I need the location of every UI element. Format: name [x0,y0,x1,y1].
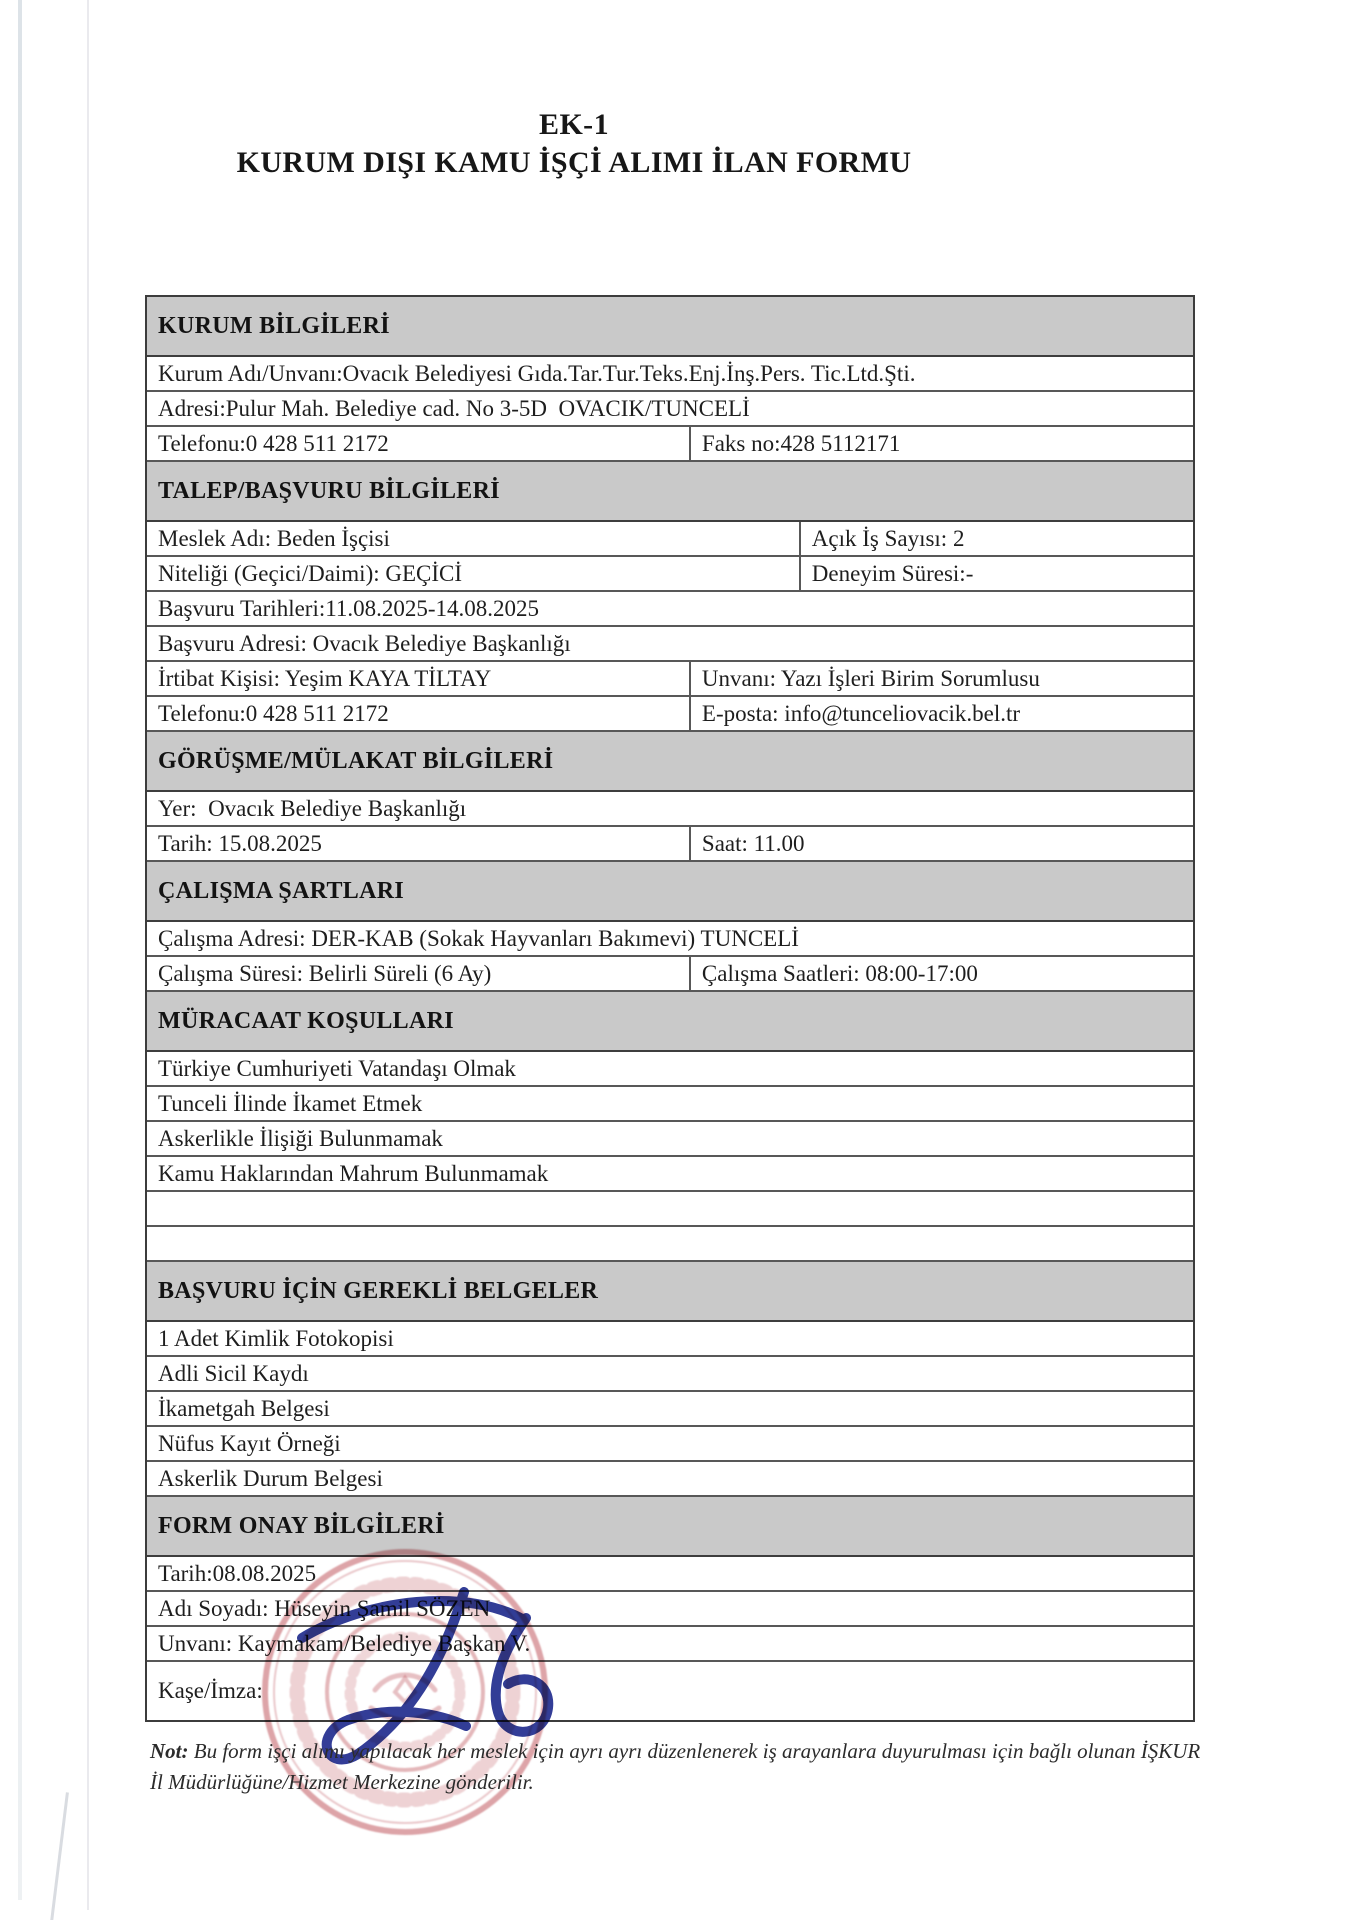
scan-edge-line [18,0,22,1900]
section-header-1 [147,462,1193,522]
section-header-6 [147,1497,1193,1557]
section-header-4 [147,992,1193,1052]
note-text: Bu form işçi alımı yapılacak her meslek için ayrı ayrı düzenlenerek iş arayanlara duyurulması için bağlı olunan İŞKUR İl Müdürlüğüne/Hizmet Merkezine gönderilir. [150,1739,1201,1794]
table-cell [147,1357,1193,1390]
table-cell [691,427,1193,460]
table-row [147,1192,1193,1227]
section-header-3 [147,862,1193,922]
cell-text: Kurum Adı/Unvanı:Ovacık Belediyesi Gıda.Tar.Tur.Teks.Enj.İnş.Pers. Tic.Ltd.Şti. [158,360,916,386]
table-row [147,1122,1193,1157]
table-row [147,522,1193,557]
table-cell [147,427,691,460]
table-cell [691,957,1193,990]
cell-text: Yer: Ovacık Belediye Başkanlığı [158,795,467,821]
form-table [145,295,1195,1722]
cell-text: Telefonu:0 428 511 2172 [158,700,389,726]
cell-text: Saat: 11.00 [701,830,805,856]
table-cell [147,357,1193,390]
table-cell [147,1592,1193,1625]
cell-text: Adresi:Pulur Mah. Belediye cad. No 3-5D OVACIK/TUNCELİ [158,395,750,421]
table-cell [147,627,1193,660]
table-row [147,1557,1193,1592]
cell-text: E-posta: info@tunceliovacik.bel.tr [701,700,1021,726]
table-cell [147,1122,1193,1155]
table-row [147,357,1193,392]
table-cell [147,792,1193,825]
section-header-label: KURUM BİLGİLERİ [158,312,390,339]
section-header-0 [147,297,1193,357]
table-cell [147,1557,1193,1590]
table-cell [147,557,801,590]
scan-edge-line [87,0,89,1910]
table-row [147,1357,1193,1392]
table-cell [147,697,691,730]
cell-text: Unvanı: Kaymakam/Belediye Başkan V. [158,1630,531,1656]
cell-text: Deneyim Süresi:- [811,560,974,586]
table-cell [147,1087,1193,1120]
cell-text: Tarih:08.08.2025 [158,1560,317,1586]
cell-text: Türkiye Cumhuriyeti Vatandaşı Olmak [158,1055,516,1081]
footer-note [150,1736,1208,1798]
table-cell [691,827,1193,860]
section-header-label: ÇALIŞMA ŞARTLARI [158,877,405,904]
table-cell [147,1392,1193,1425]
cell-text: Çalışma Saatleri: 08:00-17:00 [701,960,978,986]
table-row [147,592,1193,627]
table-row [147,827,1193,862]
cell-text: Kamu Haklarından Mahrum Bulunmamak [158,1160,549,1186]
table-cell [147,1192,1193,1225]
cell-text: Başvuru Tarihleri:11.08.2025-14.08.2025 [158,595,540,621]
cell-text: Niteliği (Geçici/Daimi): GEÇİCİ [158,560,463,586]
section-header-2 [147,732,1193,792]
cell-text: Adli Sicil Kaydı [158,1360,309,1386]
cell-text: Telefonu:0 428 511 2172 [158,430,389,456]
table-cell [147,392,1193,425]
table-row [147,1157,1193,1192]
table-row [147,662,1193,697]
table-row [147,1462,1193,1497]
cell-text: Askerlik Durum Belgesi [158,1465,383,1491]
section-header-5 [147,1262,1193,1322]
cell-text: Nüfus Kayıt Örneği [158,1430,341,1456]
title-line-main: KURUM DIŞI KAMU İŞÇİ ALIMI İLAN FORMU [236,146,912,179]
table-row [147,922,1193,957]
section-header-label: TALEP/BAŞVURU BİLGİLERİ [158,477,500,504]
scan-corner-artifact [50,1792,69,1920]
table-cell [147,1157,1193,1190]
table-cell [147,1662,1193,1720]
table-cell [147,1462,1193,1495]
section-header-label: FORM ONAY BİLGİLERİ [158,1512,445,1539]
cell-text: Çalışma Adresi: DER-KAB (Sokak Hayvanları Bakımevi) TUNCELİ [158,925,799,951]
cell-text: Açık İş Sayısı: 2 [811,525,965,551]
cell-text: Askerlikle İlişiği Bulunmamak [158,1125,443,1151]
note-label: Not: [150,1739,189,1763]
table-cell [147,1322,1193,1355]
cell-text: Tunceli İlinde İkamet Etmek [158,1090,423,1116]
table-cell [147,957,691,990]
table-cell [147,1427,1193,1460]
table-row [147,1087,1193,1122]
cell-text: Faks no:428 5112171 [701,430,901,456]
table-row [147,392,1193,427]
section-header-label: MÜRACAAT KOŞULLARI [158,1007,454,1034]
cell-text: İrtibat Kişisi: Yeşim KAYA TİLTAY [158,665,492,691]
table-row [147,792,1193,827]
table-cell [147,1052,1193,1085]
table-row [147,627,1193,662]
cell-text: 1 Adet Kimlik Fotokopisi [158,1325,394,1351]
table-row [147,1662,1193,1720]
table-cell [147,1627,1193,1660]
table-row [147,957,1193,992]
cell-text: Kaşe/İmza: [158,1678,263,1703]
table-cell [801,557,1193,590]
table-row [147,1227,1193,1262]
table-cell [147,922,1193,955]
form-title [0,106,1148,182]
table-cell [147,592,1193,625]
cell-text: Çalışma Süresi: Belirli Süreli (6 Ay) [158,960,492,986]
table-row [147,1592,1193,1627]
table-cell [147,522,801,555]
table-cell [147,1227,1193,1260]
table-row [147,697,1193,732]
title-line-ek1: EK-1 [539,108,609,141]
section-header-label: BAŞVURU İÇİN GEREKLİ BELGELER [158,1277,599,1304]
section-header-label: GÖRÜŞME/MÜLAKAT BİLGİLERİ [158,747,554,774]
cell-text: Unvanı: Yazı İşleri Birim Sorumlusu [701,665,1040,691]
table-row [147,1052,1193,1087]
table-cell [147,662,691,695]
table-row [147,1627,1193,1662]
cell-text: Başvuru Adresi: Ovacık Belediye Başkanlığı [158,630,571,656]
cell-text: Meslek Adı: Beden İşçisi [158,525,390,551]
table-row [147,557,1193,592]
table-cell [691,662,1193,695]
table-row [147,427,1193,462]
table-cell [147,827,691,860]
table-cell [801,522,1193,555]
table-row [147,1392,1193,1427]
cell-text: İkametgah Belgesi [158,1395,330,1421]
table-cell [691,697,1193,730]
table-row [147,1322,1193,1357]
cell-text: Adı Soyadı: Hüseyin Şamil SÖZEN [158,1595,491,1621]
cell-text: Tarih: 15.08.2025 [158,830,322,856]
table-row [147,1427,1193,1462]
